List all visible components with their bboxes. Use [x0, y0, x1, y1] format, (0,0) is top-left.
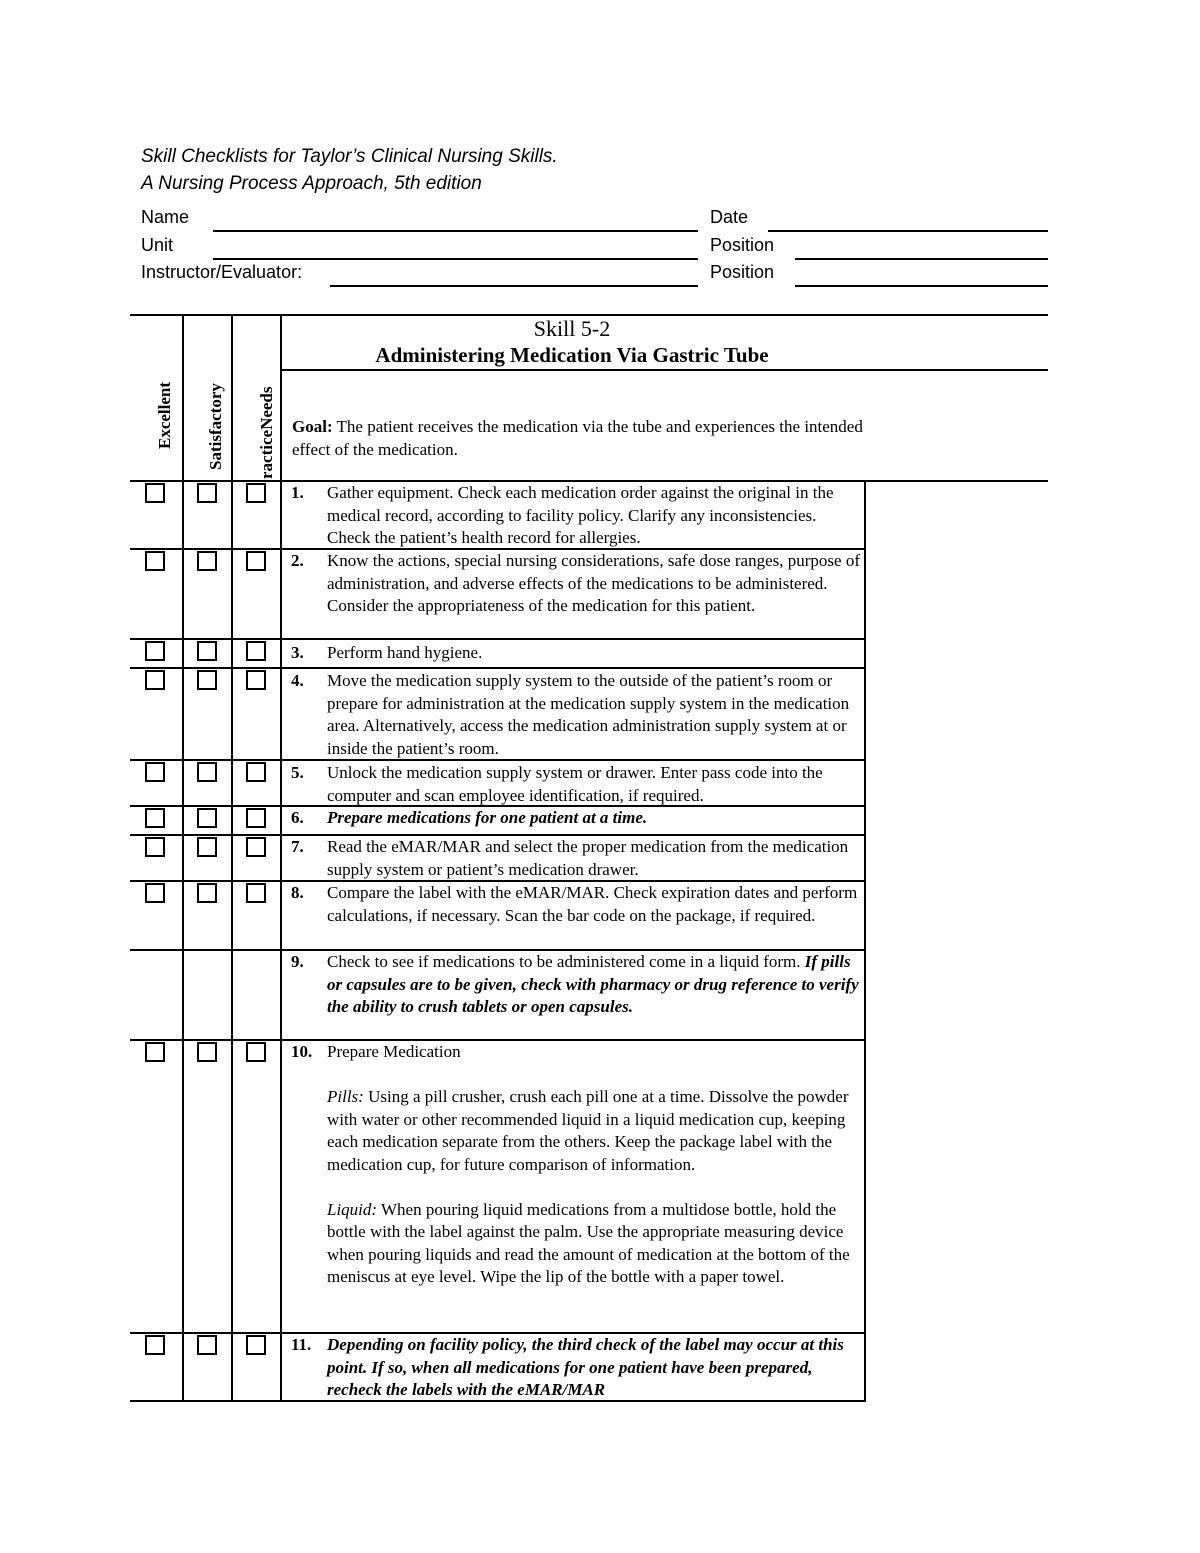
- step-number: 1.: [291, 483, 304, 502]
- goal-text: [292, 415, 872, 461]
- pills-instructions: [327, 1086, 861, 1176]
- step-text: Depending on facility policy, the third check of the label may occur at this point. If so, when all medications for one patient have been prepared, recheck the labels with the eMAR/MAR: [327, 1335, 844, 1399]
- liquid-instructions: [327, 1199, 861, 1289]
- column-divider: [231, 315, 233, 1402]
- step-text: Compare the label with the eMAR/MAR. Check expiration dates and perform calculations, if necessary. Scan the bar code on the package, if required.: [327, 883, 858, 925]
- checkbox-satisfactory[interactable]: [197, 762, 217, 782]
- checkbox-needs-practice[interactable]: [246, 483, 266, 503]
- checkbox-excellent[interactable]: [145, 641, 165, 661]
- step-3: [291, 642, 861, 665]
- checkbox-needs-practice[interactable]: [246, 762, 266, 782]
- position-input[interactable]: [795, 258, 1048, 260]
- step-number: 9.: [291, 952, 304, 971]
- step-10: [291, 1041, 861, 1289]
- checkbox-excellent[interactable]: [145, 883, 165, 903]
- checkbox-needs-practice[interactable]: [246, 837, 266, 857]
- step-text: Move the medication supply system to the outside of the patient’s room or prepare for administration at the medication supply system in the medication area. Alternatively, access the medication administration supply system at or inside the patient’s room.: [327, 671, 850, 758]
- step-8: [291, 882, 861, 927]
- instructor-input[interactable]: [330, 285, 698, 287]
- column-divider: [864, 481, 866, 1402]
- column-header-satisfactory: Satisfactory: [206, 383, 225, 470]
- step-number: 11.: [291, 1335, 312, 1354]
- column-divider: [182, 315, 184, 1402]
- skill-number: Skill 5-2: [533, 316, 611, 341]
- checkbox-satisfactory[interactable]: [197, 641, 217, 661]
- checkbox-needs-practice[interactable]: [246, 641, 266, 661]
- goal-description: The patient receives the medication via the tube and experiences the intended effect of the medication.: [292, 417, 863, 459]
- checkbox-satisfactory[interactable]: [197, 1042, 217, 1062]
- checkbox-excellent[interactable]: [145, 1335, 165, 1355]
- step-text: Prepare medications for one patient at a time.: [327, 808, 648, 827]
- step-text: Unlock the medication supply system or drawer. Enter pass code into the computer and scan employee identification, if required.: [327, 763, 823, 805]
- checkbox-satisfactory[interactable]: [197, 1335, 217, 1355]
- step-text: Gather equipment. Check each medication order against the original in the medical record, according to facility policy. Clarify any inconsistencies. Check the patient’s health record for allergies.: [327, 483, 834, 547]
- checkbox-satisfactory[interactable]: [197, 670, 217, 690]
- step-number: 3.: [291, 643, 304, 662]
- step-number: 7.: [291, 837, 304, 856]
- checkbox-needs-practice[interactable]: [246, 551, 266, 571]
- step-text: [327, 1041, 861, 1289]
- row-divider: [130, 667, 865, 669]
- step-9: [291, 951, 861, 1019]
- position-input-2[interactable]: [795, 285, 1048, 287]
- step-heading: Prepare Medication: [327, 1042, 461, 1061]
- step-number: 5.: [291, 763, 304, 782]
- step-number: 4.: [291, 671, 304, 690]
- book-title: Skill Checklists for Taylor’s Clinical Nursing Skills.: [141, 146, 558, 167]
- checkbox-excellent[interactable]: [145, 670, 165, 690]
- checkbox-excellent[interactable]: [145, 483, 165, 503]
- step-text: Know the actions, special nursing considerations, safe dose ranges, purpose of administration, and adverse effects of the medications to be administered. Consider the appropriateness of the medication for this patient.: [327, 551, 861, 615]
- checkbox-excellent[interactable]: [145, 808, 165, 828]
- step-text-emphasis: If pills or capsules are to be given, check with pharmacy or drug reference to verify the ability to crush tablets or open capsules.: [327, 952, 859, 1016]
- liquid-text: When pouring liquid medications from a multidose bottle, hold the bottle with the label against the palm. Use the appropriate measuring device when pouring liquids and read the amount of medication at the bottom of the meniscus at eye level. Wipe the lip of the bottle with a paper towel.: [327, 1199, 850, 1286]
- step-number: 10.: [291, 1042, 313, 1061]
- checkbox-satisfactory[interactable]: [197, 483, 217, 503]
- step-1: [291, 482, 861, 550]
- row-divider: [130, 638, 865, 640]
- checkbox-excellent[interactable]: [145, 551, 165, 571]
- book-subtitle: A Nursing Process Approach, 5th edition: [141, 173, 482, 194]
- step-7: [291, 836, 861, 881]
- step-text-regular: Check to see if medications to be administered come in a liquid form.: [327, 952, 805, 971]
- step-6: [291, 807, 861, 830]
- unit-input[interactable]: [213, 258, 698, 260]
- step-text: Perform hand hygiene.: [327, 643, 483, 662]
- position-label: Position: [710, 235, 775, 255]
- date-input[interactable]: [768, 230, 1048, 232]
- step-number: 2.: [291, 551, 304, 570]
- checkbox-satisfactory[interactable]: [197, 837, 217, 857]
- pills-label: Pills:: [327, 1087, 364, 1106]
- checkbox-excellent[interactable]: [145, 1042, 165, 1062]
- column-header-excellent: Excellent: [155, 381, 174, 449]
- step-text: Read the eMAR/MAR and select the proper medication from the medication supply system or patient’s medication drawer.: [327, 837, 849, 879]
- checkbox-satisfactory[interactable]: [197, 883, 217, 903]
- unit-label: Unit: [141, 235, 174, 255]
- step-11: [291, 1334, 861, 1402]
- name-label: Name: [141, 207, 190, 227]
- column-header-needs-practice: racticeNeeds: [257, 386, 276, 479]
- checkbox-needs-practice[interactable]: [246, 883, 266, 903]
- pills-text: Using a pill crusher, crush each pill one at a time. Dissolve the powder with water or other recommended liquid in a liquid medication cup, keeping each medication separate from the others. Keep the package label with the medication cup, for future comparison of information.: [327, 1087, 849, 1174]
- step-number: 8.: [291, 883, 304, 902]
- document-header: [141, 143, 558, 197]
- checkbox-satisfactory[interactable]: [197, 808, 217, 828]
- instructor-label: Instructor/Evaluator:: [141, 262, 303, 282]
- step-5: [291, 762, 861, 807]
- step-4: [291, 670, 861, 760]
- title-divider: [282, 369, 1048, 371]
- checkbox-needs-practice[interactable]: [246, 1335, 266, 1355]
- skill-title: Administering Medication Via Gastric Tube: [375, 343, 769, 367]
- step-number: 6.: [291, 808, 304, 827]
- liquid-label: Liquid:: [327, 1199, 378, 1219]
- checkbox-needs-practice[interactable]: [246, 808, 266, 828]
- goal-label: Goal:: [292, 417, 333, 436]
- checkbox-satisfactory[interactable]: [197, 551, 217, 571]
- step-2: [291, 550, 861, 618]
- position-label-2: Position: [710, 262, 775, 282]
- name-input[interactable]: [213, 230, 698, 232]
- step-text: [327, 951, 861, 1019]
- checkbox-needs-practice[interactable]: [246, 1042, 266, 1062]
- column-divider: [280, 315, 282, 1402]
- checkbox-needs-practice[interactable]: [246, 670, 266, 690]
- checkbox-excellent[interactable]: [145, 762, 165, 782]
- checkbox-excellent[interactable]: [145, 837, 165, 857]
- date-label: Date: [710, 207, 749, 227]
